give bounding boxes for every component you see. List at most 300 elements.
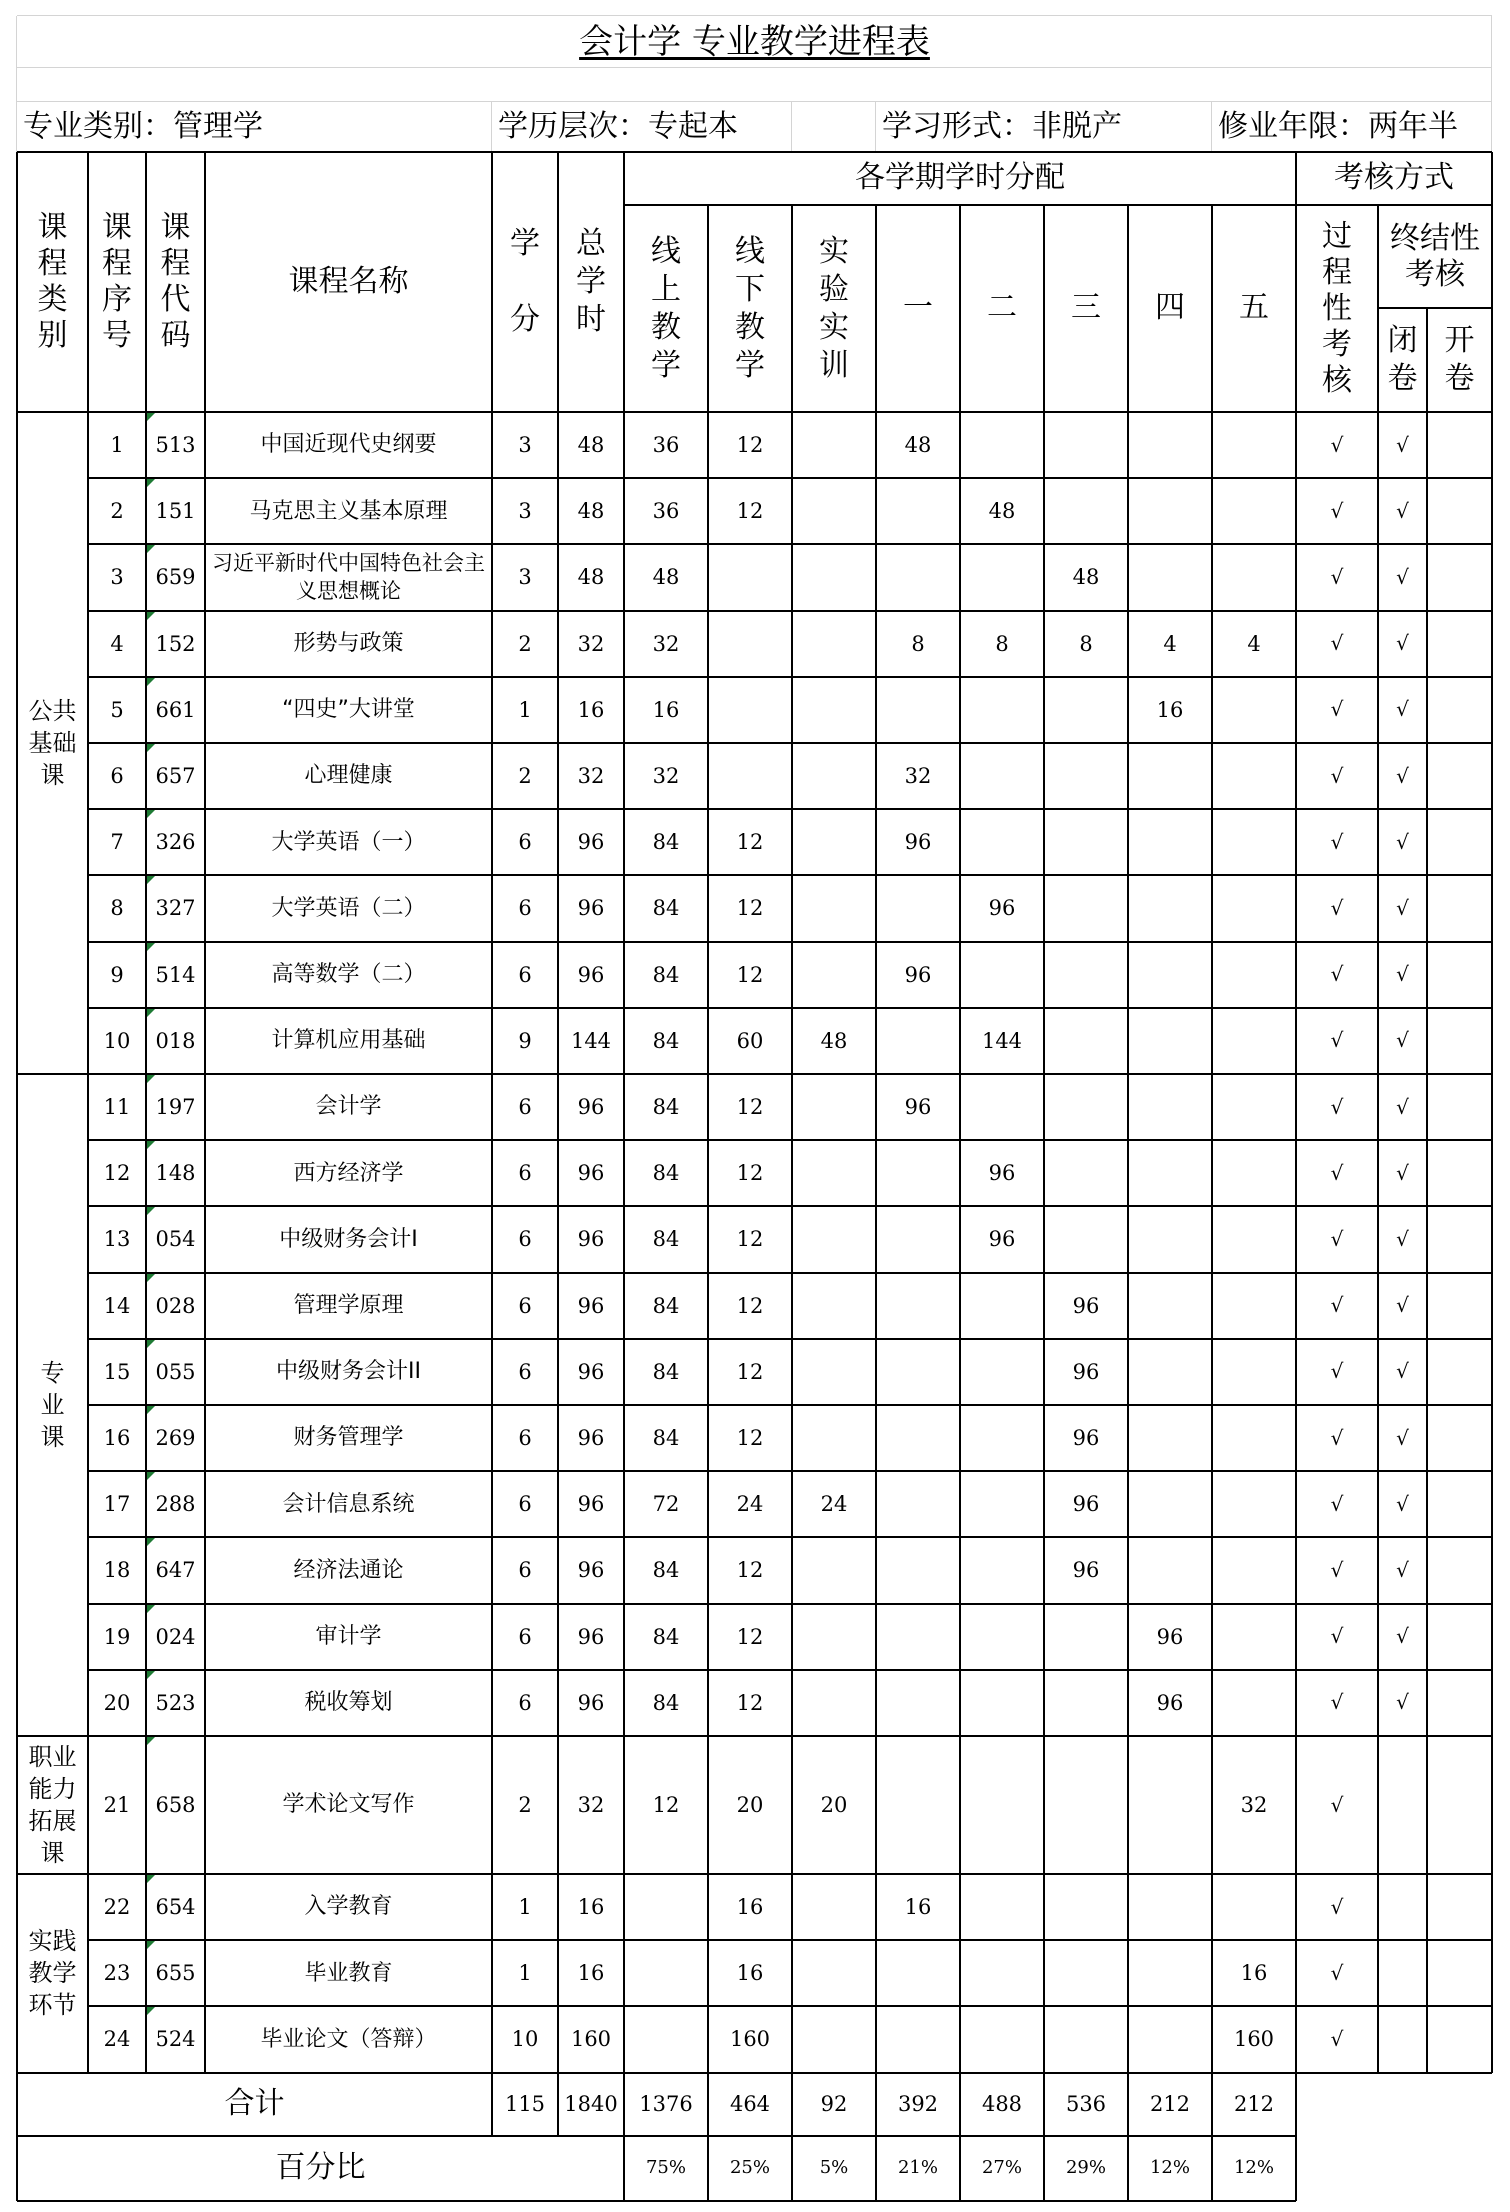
row-22-open xyxy=(1427,1874,1492,1940)
row-3-total: 48 xyxy=(577,565,605,590)
totals-lab: 92 xyxy=(820,2092,848,2117)
row-13-name: 中级财务会计I xyxy=(279,1226,418,1252)
row-12-process: √ xyxy=(1330,1160,1344,1185)
row-3-name: 习近平新时代中国特色社会主义思想概论 xyxy=(212,551,485,604)
row-8-seq: 8 xyxy=(110,896,124,921)
row-16-s1 xyxy=(876,1405,960,1471)
row-17-open xyxy=(1427,1471,1492,1537)
group-label-1: 公共 基础 课 xyxy=(28,697,77,789)
row-7-total: 96 xyxy=(577,830,605,855)
row-5-code: 661 xyxy=(155,697,196,722)
row-24-s1 xyxy=(876,2006,960,2072)
row-9-s2 xyxy=(960,942,1044,1008)
row-21-s3 xyxy=(1044,1736,1128,1874)
row-22-credit: 1 xyxy=(518,1895,532,1920)
header-semester-3: 三 xyxy=(1071,290,1101,326)
row-4-online: 32 xyxy=(652,631,680,656)
row-5-name: “四史”大讲堂 xyxy=(282,697,415,723)
row-14-open xyxy=(1427,1273,1492,1339)
row-2-online: 36 xyxy=(652,499,680,524)
row-2-closed: √ xyxy=(1396,498,1409,523)
row-1-s3 xyxy=(1044,412,1128,478)
cell-marker-icon xyxy=(147,2007,155,2015)
row-1-code: 513 xyxy=(155,433,196,458)
row-9-process: √ xyxy=(1330,962,1344,987)
row-20-name: 税收筹划 xyxy=(304,1690,393,1716)
row-22-total: 16 xyxy=(577,1895,605,1920)
row-12-lab xyxy=(792,1140,876,1206)
header-course-code: 课 程 代 码 xyxy=(160,210,191,353)
cell-marker-icon xyxy=(147,1605,155,1613)
row-16-process: √ xyxy=(1330,1425,1344,1450)
header-semester-distribution: 各学期学时分配 xyxy=(855,160,1065,196)
row-1-s5 xyxy=(1212,412,1296,478)
row-17-process: √ xyxy=(1330,1491,1344,1516)
row-10-credit: 9 xyxy=(518,1028,532,1053)
row-22-s1: 16 xyxy=(904,1895,932,1920)
row-5-s4: 16 xyxy=(1156,697,1184,722)
cell-marker-icon xyxy=(147,1538,155,1546)
row-21-s1 xyxy=(876,1736,960,1874)
row-7-process: √ xyxy=(1330,829,1344,854)
row-23-offline: 16 xyxy=(736,1961,764,1986)
header-semester-5: 五 xyxy=(1239,290,1269,326)
totals-credit: 115 xyxy=(504,2092,546,2117)
row-4-s2: 8 xyxy=(995,631,1009,656)
row-14-s4 xyxy=(1128,1273,1212,1339)
cell-marker-icon xyxy=(147,545,155,553)
percent-s5: 12% xyxy=(1233,2157,1274,2179)
row-19-lab xyxy=(792,1604,876,1670)
row-9-offline: 12 xyxy=(736,962,764,987)
info-level: 学历层次：专起本 xyxy=(498,108,738,144)
cell-marker-icon xyxy=(147,1075,155,1083)
row-2-seq: 2 xyxy=(110,499,124,524)
row-3-process: √ xyxy=(1330,564,1344,589)
row-1-s1: 48 xyxy=(904,433,932,458)
row-8-s5 xyxy=(1212,875,1296,941)
row-20-s1 xyxy=(876,1670,960,1736)
row-11-name: 会计学 xyxy=(315,1094,382,1120)
row-2-credit: 3 xyxy=(518,499,532,524)
row-22-lab xyxy=(792,1874,876,1940)
row-15-closed: √ xyxy=(1396,1359,1409,1384)
row-2-lab xyxy=(792,478,876,544)
row-16-seq: 16 xyxy=(103,1426,131,1451)
row-3-code: 659 xyxy=(155,565,196,590)
row-15-s1 xyxy=(876,1339,960,1405)
row-11-s2 xyxy=(960,1074,1044,1140)
row-19-s5 xyxy=(1212,1604,1296,1670)
row-1-lab xyxy=(792,412,876,478)
percent-s2: 27% xyxy=(981,2157,1022,2179)
row-14-total: 96 xyxy=(577,1293,605,1318)
row-21-online: 12 xyxy=(652,1792,680,1817)
row-21-seq: 21 xyxy=(103,1792,131,1817)
row-23-s3 xyxy=(1044,1940,1128,2006)
group-label-4: 实践 教学 环节 xyxy=(28,1927,77,2020)
row-23-s2 xyxy=(960,1940,1044,2006)
header-assessment: 考核方式 xyxy=(1334,160,1454,196)
row-10-lab: 48 xyxy=(820,1028,848,1053)
row-7-lab xyxy=(792,809,876,875)
row-18-s2 xyxy=(960,1537,1044,1603)
row-8-s3 xyxy=(1044,875,1128,941)
row-23-online xyxy=(624,1940,708,2006)
row-12-s5 xyxy=(1212,1140,1296,1206)
row-15-online: 84 xyxy=(652,1359,680,1384)
row-8-credit: 6 xyxy=(518,896,532,921)
row-20-offline: 12 xyxy=(736,1690,764,1715)
row-11-s3 xyxy=(1044,1074,1128,1140)
header-offline: 线 下 教 学 xyxy=(735,233,765,383)
row-16-lab xyxy=(792,1405,876,1471)
row-9-s3 xyxy=(1044,942,1128,1008)
row-4-s5: 4 xyxy=(1247,631,1261,656)
row-12-closed: √ xyxy=(1396,1160,1409,1185)
row-11-s4 xyxy=(1128,1074,1212,1140)
row-12-online: 84 xyxy=(652,1161,680,1186)
row-21-open xyxy=(1427,1736,1492,1874)
row-14-seq: 14 xyxy=(103,1293,131,1318)
row-24-total: 160 xyxy=(570,2027,612,2052)
row-11-closed: √ xyxy=(1396,1094,1409,1119)
row-7-online: 84 xyxy=(652,830,680,855)
row-11-s5 xyxy=(1212,1074,1296,1140)
row-16-name: 财务管理学 xyxy=(293,1425,404,1451)
row-5-s1 xyxy=(876,677,960,743)
row-13-seq: 13 xyxy=(103,1227,131,1252)
row-5-credit: 1 xyxy=(518,697,532,722)
row-14-process: √ xyxy=(1330,1293,1344,1318)
cell-marker-icon xyxy=(147,1406,155,1414)
info-duration: 修业年限：两年半 xyxy=(1218,108,1458,144)
row-5-process: √ xyxy=(1330,697,1344,722)
row-21-closed xyxy=(1378,1736,1427,1874)
header-open-book: 开 卷 xyxy=(1444,323,1475,396)
row-22-seq: 22 xyxy=(103,1895,131,1920)
row-3-seq: 3 xyxy=(110,565,124,590)
row-6-closed: √ xyxy=(1396,763,1409,788)
row-5-online: 16 xyxy=(652,697,680,722)
row-17-online: 72 xyxy=(652,1492,680,1517)
row-8-closed: √ xyxy=(1396,895,1409,920)
row-8-online: 84 xyxy=(652,896,680,921)
row-22-name: 入学教育 xyxy=(304,1894,393,1920)
row-3-credit: 3 xyxy=(518,565,532,590)
cell-marker-icon xyxy=(147,678,155,686)
info-category: 专业类别：管理学 xyxy=(23,108,263,144)
row-13-s4 xyxy=(1128,1206,1212,1272)
row-22-offline: 16 xyxy=(736,1895,764,1920)
row-6-seq: 6 xyxy=(110,764,124,789)
row-15-s3: 96 xyxy=(1072,1359,1100,1384)
row-23-open xyxy=(1427,1940,1492,2006)
cell-marker-icon xyxy=(147,1671,155,1679)
row-22-process: √ xyxy=(1330,1894,1344,1919)
row-3-open xyxy=(1427,544,1492,610)
row-3-s5 xyxy=(1212,544,1296,610)
row-17-seq: 17 xyxy=(103,1492,131,1517)
header-course-seq: 课 程 序 号 xyxy=(102,210,132,353)
row-10-s3 xyxy=(1044,1008,1128,1074)
page-title: 会计学 专业教学进程表 xyxy=(579,22,930,63)
row-14-credit: 6 xyxy=(518,1293,532,1318)
row-10-s5 xyxy=(1212,1008,1296,1074)
row-6-s4 xyxy=(1128,743,1212,809)
row-6-code: 657 xyxy=(155,764,196,789)
row-5-lab xyxy=(792,677,876,743)
totals-s2: 488 xyxy=(981,2092,1023,2117)
totals-offline: 464 xyxy=(729,2092,771,2117)
percent-s3: 29% xyxy=(1065,2157,1106,2179)
header-course-type: 课 程 类 别 xyxy=(37,210,68,353)
row-20-open xyxy=(1427,1670,1492,1736)
cell-marker-icon xyxy=(147,1207,155,1215)
row-4-s4: 4 xyxy=(1163,631,1177,656)
row-8-s4 xyxy=(1128,875,1212,941)
row-22-s3 xyxy=(1044,1874,1128,1940)
row-15-s4 xyxy=(1128,1339,1212,1405)
row-17-total: 96 xyxy=(577,1492,605,1517)
row-6-name: 心理健康 xyxy=(304,763,393,789)
cell-marker-icon xyxy=(147,876,155,884)
row-10-total: 144 xyxy=(570,1028,612,1053)
totals-total: 1840 xyxy=(564,2092,618,2117)
row-3-closed: √ xyxy=(1396,564,1409,589)
row-22-s4 xyxy=(1128,1874,1212,1940)
row-19-process: √ xyxy=(1330,1624,1344,1649)
row-1-offline: 12 xyxy=(736,433,764,458)
row-13-code: 054 xyxy=(155,1227,196,1252)
row-21-s2 xyxy=(960,1736,1044,1874)
row-13-process: √ xyxy=(1330,1226,1344,1251)
row-9-s5 xyxy=(1212,942,1296,1008)
row-6-process: √ xyxy=(1330,763,1344,788)
row-15-total: 96 xyxy=(577,1359,605,1384)
row-18-name: 经济法通论 xyxy=(293,1557,404,1583)
cell-marker-icon xyxy=(147,413,155,421)
totals-s1: 392 xyxy=(897,2092,939,2117)
row-24-online xyxy=(624,2006,708,2072)
row-15-code: 055 xyxy=(155,1359,196,1384)
row-23-process: √ xyxy=(1330,1960,1344,1985)
row-14-code: 028 xyxy=(155,1293,196,1318)
row-6-open xyxy=(1427,743,1492,809)
row-10-open xyxy=(1427,1008,1492,1074)
row-4-process: √ xyxy=(1330,631,1344,656)
row-17-s1 xyxy=(876,1471,960,1537)
row-1-closed: √ xyxy=(1396,432,1409,457)
row-11-offline: 12 xyxy=(736,1095,764,1120)
row-7-code: 326 xyxy=(155,830,196,855)
row-21-total: 32 xyxy=(577,1792,605,1817)
row-4-name: 形势与政策 xyxy=(293,631,404,657)
row-14-offline: 12 xyxy=(736,1293,764,1318)
row-1-credit: 3 xyxy=(518,433,532,458)
row-5-seq: 5 xyxy=(110,697,124,722)
row-21-offline: 20 xyxy=(736,1792,764,1817)
row-13-open xyxy=(1427,1206,1492,1272)
header-semester-4: 四 xyxy=(1155,290,1185,326)
row-19-open xyxy=(1427,1604,1492,1670)
row-17-name: 会计信息系统 xyxy=(282,1491,415,1517)
row-18-s5 xyxy=(1212,1537,1296,1603)
row-20-online: 84 xyxy=(652,1690,680,1715)
row-10-online: 84 xyxy=(652,1028,680,1053)
row-9-closed: √ xyxy=(1396,962,1409,987)
row-11-online: 84 xyxy=(652,1095,680,1120)
row-16-s4 xyxy=(1128,1405,1212,1471)
row-1-open xyxy=(1427,412,1492,478)
row-1-name: 中国近现代史纲要 xyxy=(260,432,437,458)
row-4-offline xyxy=(708,611,792,677)
totals-online: 1376 xyxy=(639,2092,693,2117)
row-3-s1 xyxy=(876,544,960,610)
row-21-s5: 32 xyxy=(1240,1792,1268,1817)
row-15-s2 xyxy=(960,1339,1044,1405)
row-22-closed xyxy=(1378,1874,1427,1940)
row-1-total: 48 xyxy=(577,433,605,458)
row-12-s1 xyxy=(876,1140,960,1206)
cell-marker-icon xyxy=(147,943,155,951)
row-5-open xyxy=(1427,677,1492,743)
row-12-s4 xyxy=(1128,1140,1212,1206)
row-17-lab: 24 xyxy=(820,1492,848,1517)
row-20-process: √ xyxy=(1330,1690,1344,1715)
row-19-online: 84 xyxy=(652,1624,680,1649)
row-24-seq: 24 xyxy=(103,2027,131,2052)
row-5-total: 16 xyxy=(577,697,605,722)
row-3-s4 xyxy=(1128,544,1212,610)
cell-marker-icon xyxy=(147,612,155,620)
row-15-open xyxy=(1427,1339,1492,1405)
row-12-total: 96 xyxy=(577,1161,605,1186)
row-2-s1 xyxy=(876,478,960,544)
row-4-lab xyxy=(792,611,876,677)
row-10-s4 xyxy=(1128,1008,1212,1074)
row-7-s2 xyxy=(960,809,1044,875)
row-1-process: √ xyxy=(1330,432,1344,457)
row-11-open xyxy=(1427,1074,1492,1140)
row-9-total: 96 xyxy=(577,962,605,987)
row-12-code: 148 xyxy=(155,1161,196,1186)
row-5-closed: √ xyxy=(1396,697,1409,722)
cell-marker-icon xyxy=(147,1737,155,1745)
row-24-s4 xyxy=(1128,2006,1212,2072)
row-15-offline: 12 xyxy=(736,1359,764,1384)
row-12-offline: 12 xyxy=(736,1161,764,1186)
row-7-seq: 7 xyxy=(110,830,124,855)
row-1-s4 xyxy=(1128,412,1212,478)
row-2-total: 48 xyxy=(577,499,605,524)
cell-marker-icon xyxy=(147,1875,155,1883)
header-online: 线 上 教 学 xyxy=(651,233,681,383)
row-14-s1 xyxy=(876,1273,960,1339)
row-14-closed: √ xyxy=(1396,1293,1409,1318)
header-final-assessment: 终结性 考核 xyxy=(1390,220,1480,292)
row-7-offline: 12 xyxy=(736,830,764,855)
row-4-s1: 8 xyxy=(911,631,925,656)
row-19-name: 审计学 xyxy=(315,1624,382,1650)
row-7-s3 xyxy=(1044,809,1128,875)
row-17-offline: 24 xyxy=(736,1492,764,1517)
row-16-open xyxy=(1427,1405,1492,1471)
row-16-online: 84 xyxy=(652,1426,680,1451)
row-9-lab xyxy=(792,942,876,1008)
row-20-seq: 20 xyxy=(103,1690,131,1715)
row-19-total: 96 xyxy=(577,1624,605,1649)
row-7-s5 xyxy=(1212,809,1296,875)
row-22-online xyxy=(624,1874,708,1940)
row-6-s1: 32 xyxy=(904,764,932,789)
row-13-s5 xyxy=(1212,1206,1296,1272)
row-19-credit: 6 xyxy=(518,1624,532,1649)
row-18-s4 xyxy=(1128,1537,1212,1603)
row-14-s5 xyxy=(1212,1273,1296,1339)
row-19-closed: √ xyxy=(1396,1624,1409,1649)
row-9-credit: 6 xyxy=(518,962,532,987)
row-19-s3 xyxy=(1044,1604,1128,1670)
row-7-s1: 96 xyxy=(904,830,932,855)
header-semester-2: 二 xyxy=(987,290,1017,326)
row-23-credit: 1 xyxy=(518,1961,532,1986)
row-13-total: 96 xyxy=(577,1227,605,1252)
row-4-open xyxy=(1427,611,1492,677)
row-6-lab xyxy=(792,743,876,809)
row-2-open xyxy=(1427,478,1492,544)
row-19-seq: 19 xyxy=(103,1624,131,1649)
row-18-total: 96 xyxy=(577,1558,605,1583)
row-24-closed xyxy=(1378,2006,1427,2072)
row-16-s5 xyxy=(1212,1405,1296,1471)
row-6-s5 xyxy=(1212,743,1296,809)
row-18-credit: 6 xyxy=(518,1558,532,1583)
row-10-name: 计算机应用基础 xyxy=(271,1028,426,1054)
row-16-s3: 96 xyxy=(1072,1426,1100,1451)
row-8-code: 327 xyxy=(155,896,196,921)
row-24-credit: 10 xyxy=(511,2027,539,2052)
row-4-seq: 4 xyxy=(110,631,124,656)
row-14-s3: 96 xyxy=(1072,1293,1100,1318)
row-18-offline: 12 xyxy=(736,1558,764,1583)
totals-label: 合计 xyxy=(224,2086,285,2122)
row-8-offline: 12 xyxy=(736,896,764,921)
row-12-s2: 96 xyxy=(988,1161,1016,1186)
row-13-s1 xyxy=(876,1206,960,1272)
row-24-code: 524 xyxy=(155,2027,196,2052)
row-21-credit: 2 xyxy=(518,1792,532,1817)
row-6-s3 xyxy=(1044,743,1128,809)
row-10-process: √ xyxy=(1330,1028,1344,1053)
row-24-name: 毕业论文（答辩） xyxy=(260,2026,437,2052)
row-15-s5 xyxy=(1212,1339,1296,1405)
row-12-open xyxy=(1427,1140,1492,1206)
row-8-process: √ xyxy=(1330,895,1344,920)
row-24-lab xyxy=(792,2006,876,2072)
row-17-code: 288 xyxy=(155,1492,196,1517)
row-22-code: 654 xyxy=(155,1895,196,1920)
row-23-total: 16 xyxy=(577,1961,605,1986)
row-8-name: 大学英语（二） xyxy=(271,895,426,921)
header-semester-1: 一 xyxy=(903,290,933,326)
cell-marker-icon xyxy=(147,1274,155,1282)
row-20-s5 xyxy=(1212,1670,1296,1736)
row-1-online: 36 xyxy=(652,433,680,458)
row-19-offline: 12 xyxy=(736,1624,764,1649)
row-11-code: 197 xyxy=(155,1095,196,1120)
header-closed-book: 闭 卷 xyxy=(1387,323,1418,396)
